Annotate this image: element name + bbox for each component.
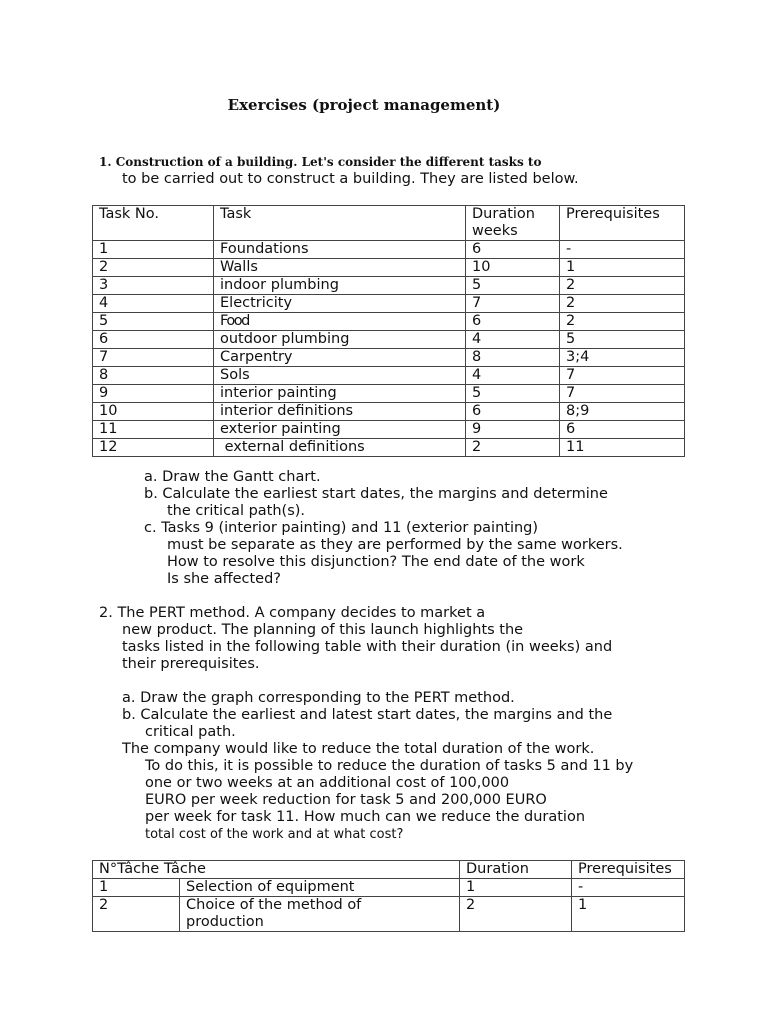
cell-task: Sols <box>214 367 466 385</box>
cell-task: Selection of equipment <box>180 879 460 897</box>
launch-tasks-table <box>92 860 685 932</box>
tasks-table-header <box>93 206 685 241</box>
table-row <box>93 313 685 331</box>
cell-task-no: 3 <box>93 277 214 295</box>
cell-task: Walls <box>214 259 466 277</box>
q2-lead-line4: their prerequisites. <box>122 656 260 672</box>
cell-duration: 9 <box>466 421 560 439</box>
q1-item-c-line1: c. Tasks 9 (interior painting) and 11 (exterior painting) <box>144 520 539 536</box>
q2-paragraph-line2: To do this, it is possible to reduce the duration of tasks 5 and 11 by <box>145 758 634 774</box>
header-task-no-task: N°Tâche Tâche <box>93 861 460 879</box>
cell-task <box>180 897 460 932</box>
cell-task-no: 1 <box>93 879 180 897</box>
table-row <box>93 439 685 457</box>
cell-duration: 4 <box>466 331 560 349</box>
cell-task-no: 9 <box>93 385 214 403</box>
cell-duration: 6 <box>466 403 560 421</box>
q2-lead-line1: 2. The PERT method. A company decides to market a <box>99 605 486 621</box>
table-row <box>93 421 685 439</box>
cell-task-no: 12 <box>93 439 214 457</box>
cell-task-no: 7 <box>93 349 214 367</box>
cell-prerequisites: 7 <box>560 385 685 403</box>
q2-paragraph-line6: total cost of the work and at what cost? <box>145 827 404 842</box>
q2-lead-line2: new product. The planning of this launch highlights the <box>122 622 524 638</box>
launch-tasks-table-header <box>93 861 685 879</box>
q1-item-c-line2: must be separate as they are performed by the same workers. <box>167 537 623 553</box>
header-duration: Duration <box>460 861 572 879</box>
table-row <box>93 385 685 403</box>
cell-prerequisites: 8;9 <box>560 403 685 421</box>
cell-task-no: 6 <box>93 331 214 349</box>
q2-item-a: a. Draw the graph corresponding to the PERT method. <box>122 690 515 706</box>
cell-task: Food <box>214 313 466 331</box>
table-row <box>93 277 685 295</box>
table-row <box>93 241 685 259</box>
cell-task-no: 11 <box>93 421 214 439</box>
q2-item-b-line2: critical path. <box>145 724 236 740</box>
q1-item-c-line3: How to resolve this disjunction? The end date of the work <box>167 554 585 570</box>
q1-item-c-line4: Is she affected? <box>167 571 281 587</box>
table-row <box>93 403 685 421</box>
cell-duration: 4 <box>466 367 560 385</box>
table-row <box>93 259 685 277</box>
cell-task-no: 8 <box>93 367 214 385</box>
cell-task: interior painting <box>214 385 466 403</box>
header-task: Task <box>214 206 466 241</box>
cell-task-no: 10 <box>93 403 214 421</box>
q2-lead-line3: tasks listed in the following table with their duration (in weeks) and <box>122 639 613 655</box>
cell-prerequisites: 3;4 <box>560 349 685 367</box>
cell-prerequisites: 7 <box>560 367 685 385</box>
header-prerequisites: Prerequisites <box>572 861 685 879</box>
cell-task-no: 4 <box>93 295 214 313</box>
cell-prerequisites: 6 <box>560 421 685 439</box>
cell-duration: 8 <box>466 349 560 367</box>
q2-paragraph-line3: one or two weeks at an additional cost of 100,000 <box>145 775 510 791</box>
header-task-no: Task No. <box>93 206 214 241</box>
q2-paragraph-line5: per week for task 11. How much can we reduce the duration <box>145 809 586 825</box>
cell-task-no: 2 <box>93 259 214 277</box>
q1-lead-continuation: to be carried out to construct a building. They are listed below. <box>122 171 579 187</box>
header-duration-line1: Duration <box>472 206 535 222</box>
q1-item-b-line1: b. Calculate the earliest start dates, the margins and determine <box>144 486 608 502</box>
cell-prerequisites: 1 <box>560 259 685 277</box>
q2-item-b-line1: b. Calculate the earliest and latest start dates, the margins and the <box>122 707 613 723</box>
cell-task: outdoor plumbing <box>214 331 466 349</box>
table-row <box>93 349 685 367</box>
cell-duration: 2 <box>460 897 572 932</box>
q2-paragraph-line1: The company would like to reduce the total duration of the work. <box>122 741 595 757</box>
table-row <box>93 897 685 932</box>
cell-prerequisites: - <box>560 241 685 259</box>
cell-prerequisites: - <box>572 879 685 897</box>
cell-task: exterior painting <box>214 421 466 439</box>
cell-task-no: 5 <box>93 313 214 331</box>
cell-duration: 5 <box>466 277 560 295</box>
table-row <box>93 295 685 313</box>
q2-paragraph-line4: EURO per week reduction for task 5 and 200,000 EURO <box>145 792 547 808</box>
table-row <box>93 331 685 349</box>
tasks-table <box>92 205 685 457</box>
cell-prerequisites: 1 <box>572 897 685 932</box>
cell-duration: 2 <box>466 439 560 457</box>
cell-duration: 5 <box>466 385 560 403</box>
cell-prerequisites: 2 <box>560 313 685 331</box>
q1-lead-line: 1. Construction of a building. Let's consider the different tasks to <box>99 155 542 169</box>
cell-task: interior definitions <box>214 403 466 421</box>
cell-task-no: 2 <box>93 897 180 932</box>
cell-task-line1: Choice of the method of <box>186 897 362 913</box>
cell-duration: 6 <box>466 313 560 331</box>
cell-task: indoor plumbing <box>214 277 466 295</box>
cell-duration: 6 <box>466 241 560 259</box>
cell-duration: 10 <box>466 259 560 277</box>
q1-item-a: a. Draw the Gantt chart. <box>144 469 321 485</box>
cell-task: external definitions <box>214 439 466 457</box>
header-prerequisites: Prerequisites <box>560 206 685 241</box>
page-title: Exercises (project management) <box>227 96 501 114</box>
cell-prerequisites: 11 <box>560 439 685 457</box>
cell-duration: 7 <box>466 295 560 313</box>
cell-task: Foundations <box>214 241 466 259</box>
q1-item-b-line2: the critical path(s). <box>167 503 306 519</box>
table-row <box>93 879 685 897</box>
cell-task-line2: production <box>186 914 264 930</box>
header-duration-line2: weeks <box>472 223 518 239</box>
cell-prerequisites: 5 <box>560 331 685 349</box>
cell-task: Carpentry <box>214 349 466 367</box>
cell-task: Electricity <box>214 295 466 313</box>
header-duration <box>466 206 560 241</box>
cell-duration: 1 <box>460 879 572 897</box>
cell-prerequisites: 2 <box>560 295 685 313</box>
table-row <box>93 367 685 385</box>
cell-task-no: 1 <box>93 241 214 259</box>
cell-prerequisites: 2 <box>560 277 685 295</box>
